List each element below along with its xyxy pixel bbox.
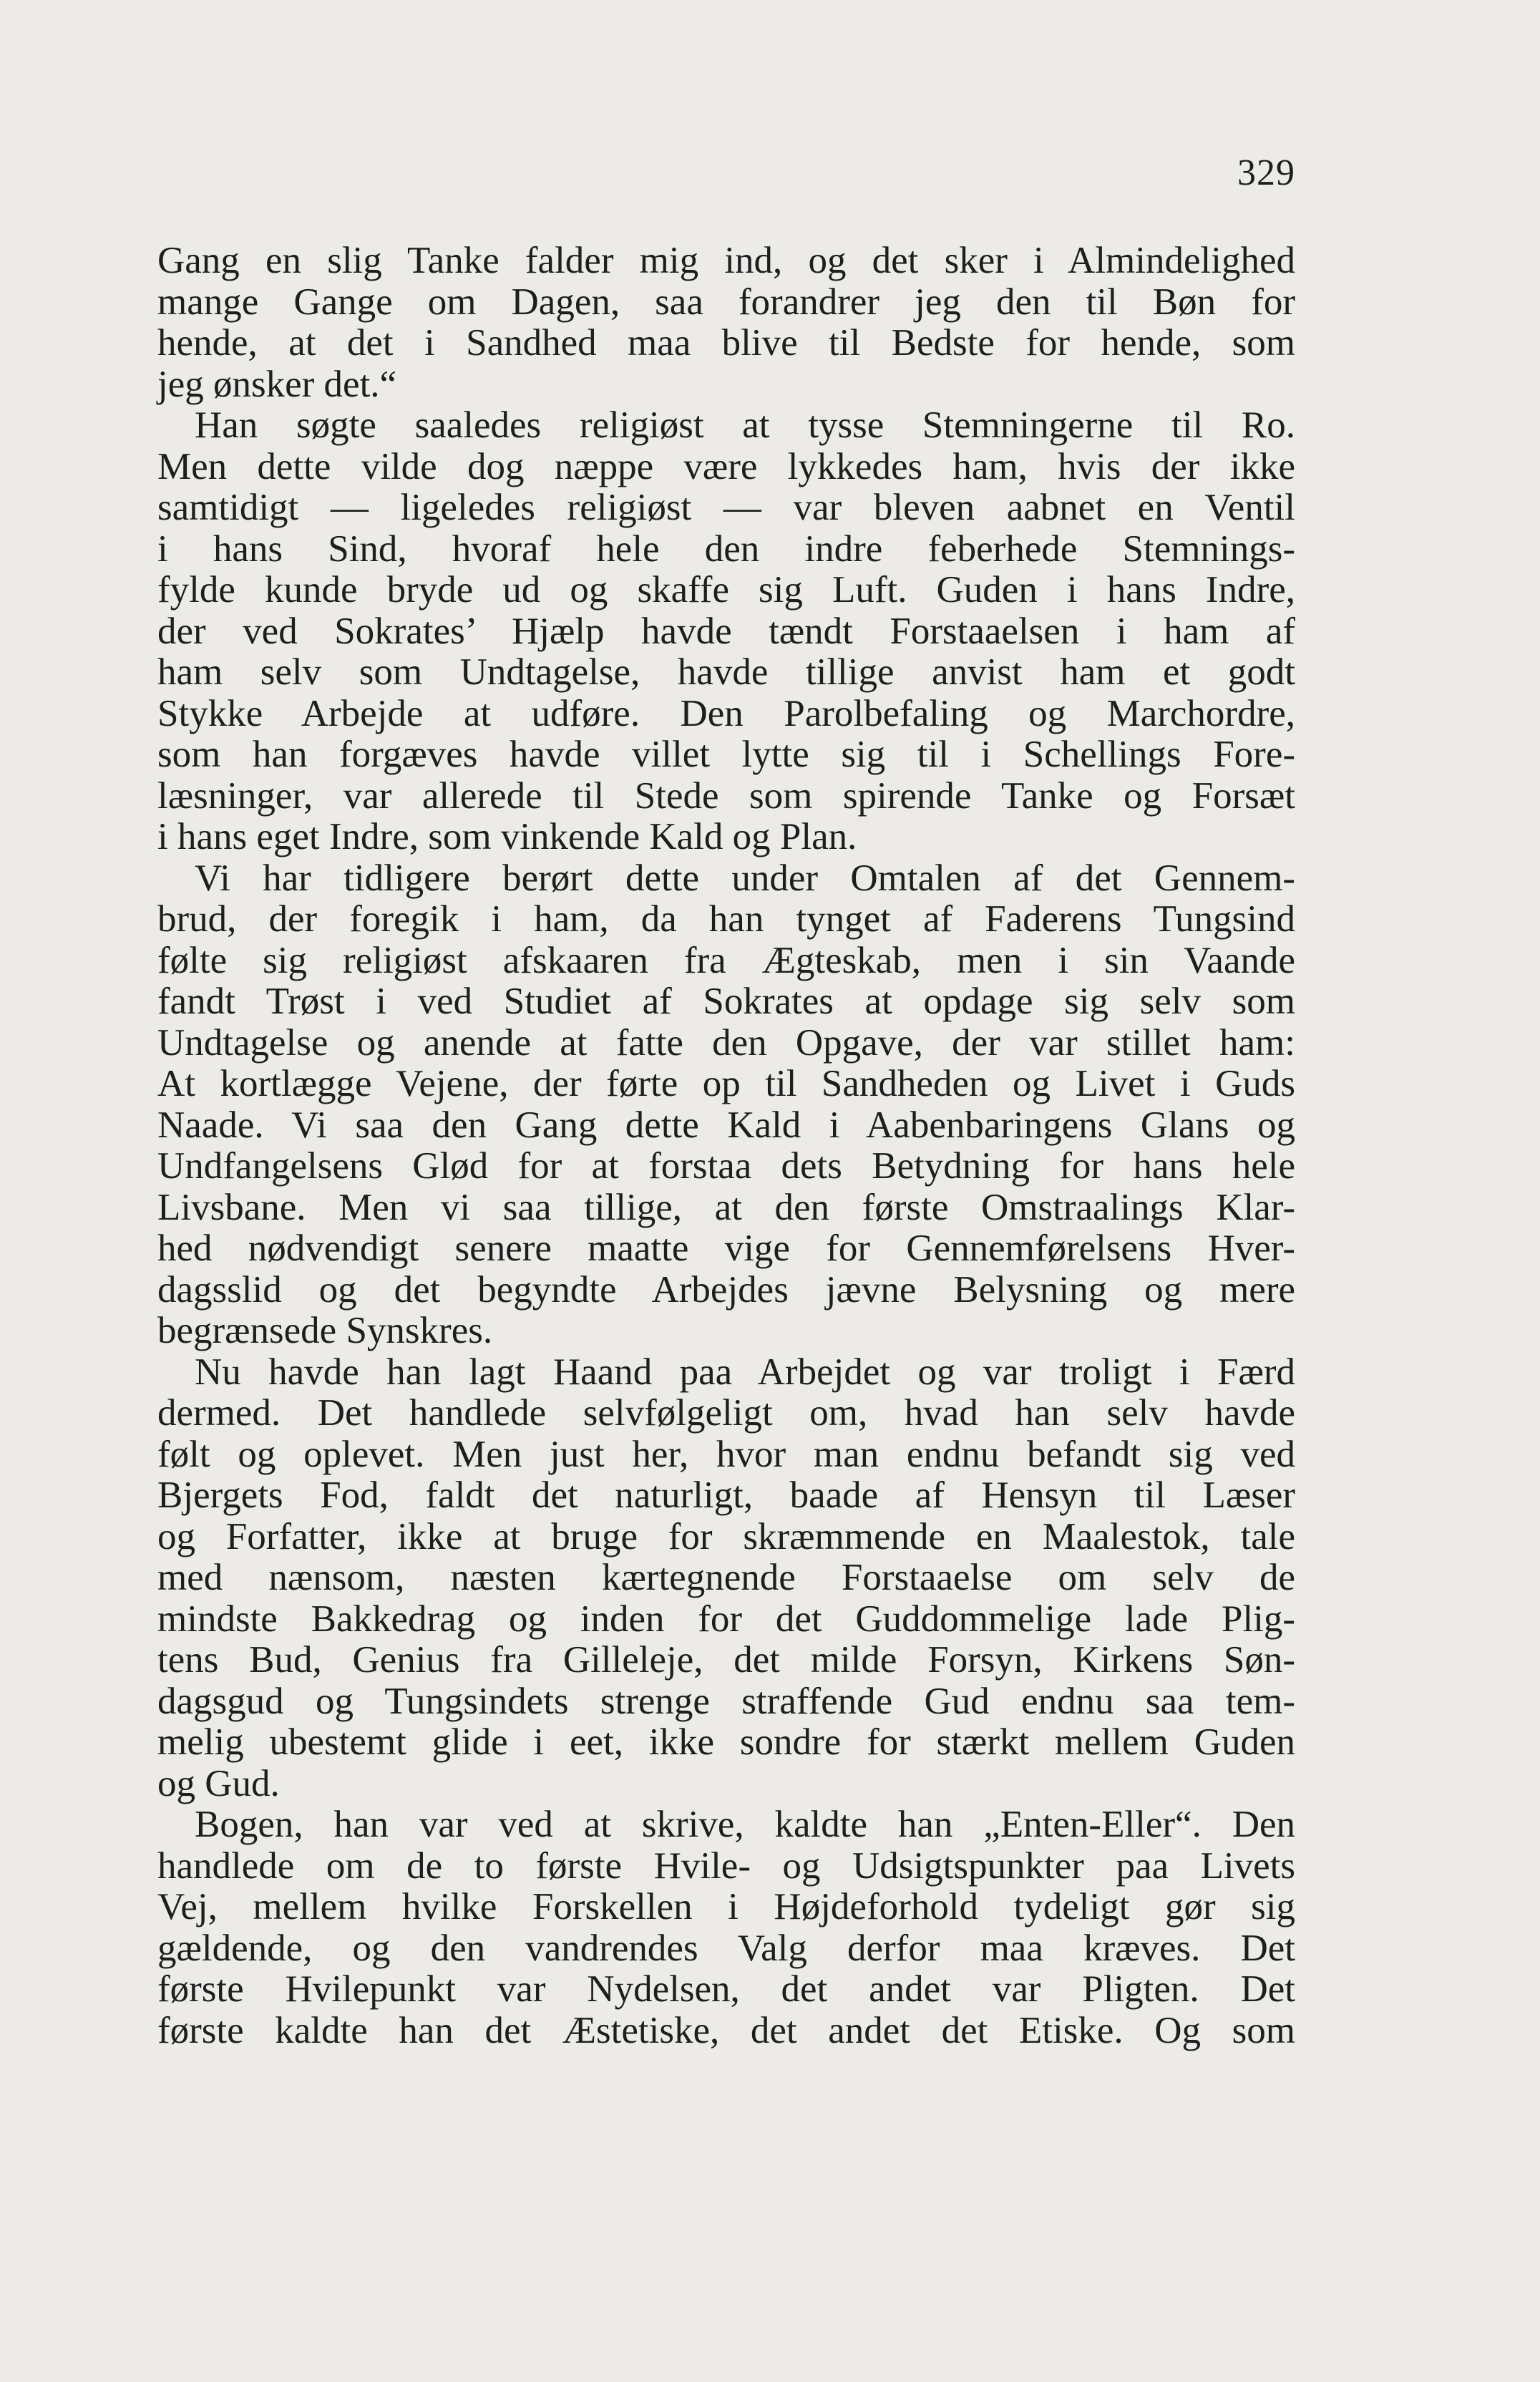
text-line: Bogen, han var ved at skrive, kaldte han „Enten-Eller“. Den [195, 1804, 1295, 1845]
text-line: første kaldte han det Æstetiske, det andet det Etiske. Og som [157, 2009, 1295, 2051]
text-line: og Forfatter, ikke at bruge for skræmmende en Maalestok, tale [157, 1515, 1295, 1557]
text-line: dermed. Det handlede selvfølgeligt om, hvad han selv havde [157, 1392, 1295, 1434]
text-line: i hans Sind, hvoraf hele den indre feberhede Stemnings- [157, 528, 1295, 570]
text-line: hed nødvendigt senere maatte vige for Gennemførelsens Hver- [157, 1228, 1295, 1269]
text-line: begrænsede Synskres. [157, 1310, 493, 1351]
text-line: og Gud. [157, 1762, 280, 1804]
text-line: fylde kunde bryde ud og skaffe sig Luft. Guden i hans Indre, [157, 569, 1295, 611]
text-line: mindste Bakkedrag og inden for det Guddommelige lade Plig- [157, 1598, 1295, 1640]
text-line: med nænsom, næsten kærtegnende Forstaaelse om selv de [157, 1557, 1295, 1598]
text-line: samtidigt — ligeledes religiøst — var bleven aabnet en Ventil [157, 487, 1295, 528]
text-line: Bjergets Fod, faldt det naturligt, baade af Hensyn til Læser [157, 1474, 1295, 1516]
text-line: mange Gange om Dagen, saa forandrer jeg den til Bøn for [157, 281, 1295, 323]
text-line: hende, at det i Sandhed maa blive til Bedste for hende, som [157, 322, 1295, 364]
text-line: læsninger, var allerede til Stede som spirende Tanke og Forsæt [157, 774, 1295, 817]
text-line: Livsbane. Men vi saa tillige, at den første Omstraalings Klar- [157, 1186, 1295, 1228]
text-line: handlede om de to første Hvile- og Udsigtspunkter paa Livets [157, 1844, 1295, 1887]
text-line: fandt Trøst i ved Studiet af Sokrates at opdage sig selv som [157, 981, 1295, 1022]
text-line: Undtagelse og anende at fatte den Opgave, der var stillet ham: [157, 1021, 1295, 1064]
text-line: At kortlægge Vejene, der førte op til Sandheden og Livet i Guds [157, 1063, 1295, 1104]
text-line: Stykke Arbejde at udføre. Den Parolbefaling og Marchordre, [157, 692, 1295, 734]
text-line: dagsslid og det begyndte Arbejdes jævne Belysning og mere [157, 1268, 1295, 1311]
page-number: 329 [1237, 152, 1295, 193]
text-line: Undfangelsens Glød for at forstaa dets Betydning for hans hele [157, 1145, 1295, 1187]
text-line: jeg ønsker det.“ [157, 363, 397, 405]
text-line: i hans eget Indre, som vinkende Kald og Plan. [157, 816, 857, 857]
text-line: ham selv som Undtagelse, havde tillige anvist ham et godt [157, 651, 1295, 693]
text-line: Nu havde han lagt Haand paa Arbejdet og var troligt i Færd [195, 1351, 1295, 1393]
body-text [157, 240, 1295, 2051]
text-line: brud, der foregik i ham, da han tynget af Faderens Tungsind [157, 898, 1295, 940]
text-line: Vej, mellem hvilke Forskellen i Højdeforhold tydeligt gør sig [157, 1886, 1295, 1928]
text-line: følte sig religiøst afskaaren fra Ægteskab, men i sin Vaande [157, 939, 1295, 981]
text-line: som han forgæves havde villet lytte sig til i Schellings Fore- [157, 734, 1295, 775]
text-line: Vi har tidligere berørt dette under Omtalen af det Gennem- [195, 857, 1295, 899]
text-line: Men dette vilde dog næppe være lykkedes ham, hvis der ikke [157, 445, 1295, 487]
text-line: følt og oplevet. Men just her, hvor man endnu befandt sig ved [157, 1433, 1295, 1475]
text-line: Han søgte saaledes religiøst at tysse Stemningerne til Ro. [195, 404, 1295, 446]
text-line: Gang en slig Tanke falder mig ind, og det sker i Almindelighed [157, 240, 1295, 281]
text-line: tens Bud, Genius fra Gilleleje, det milde Forsyn, Kirkens Søn- [157, 1639, 1295, 1681]
text-line: melig ubestemt glide i eet, ikke sondre for stærkt mellem Guden [157, 1721, 1295, 1763]
text-line: der ved Sokrates’ Hjælp havde tændt Forstaaelsen i ham af [157, 610, 1295, 652]
text-line: gældende, og den vandrendes Valg derfor maa kræves. Det [157, 1927, 1295, 1969]
text-line: første Hvilepunkt var Nydelsen, det andet var Pligten. Det [157, 1968, 1295, 2010]
text-line: dagsgud og Tungsindets strenge straffende Gud endnu saa tem- [157, 1680, 1295, 1722]
text-line: Naade. Vi saa den Gang dette Kald i Aabenbaringens Glans og [157, 1104, 1295, 1146]
